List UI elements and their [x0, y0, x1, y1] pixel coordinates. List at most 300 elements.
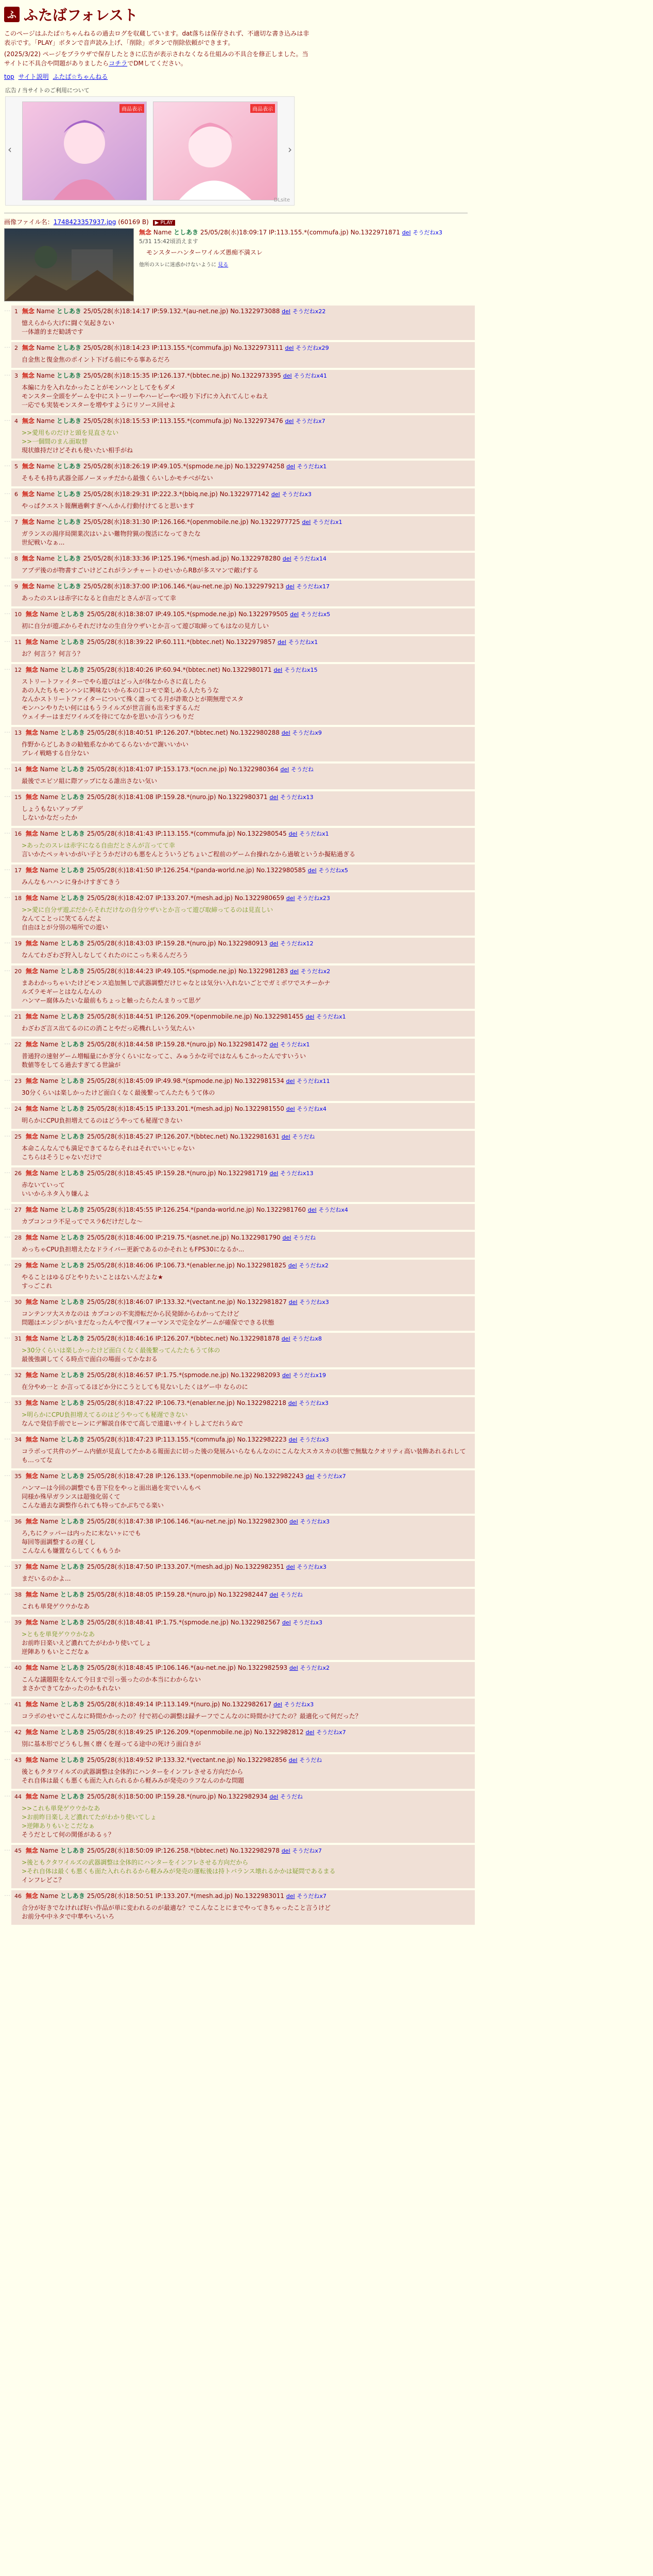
reply-meta: 25/05/28(水)18:44:23 IP:49.105.*(spmode.ne.jp) No.1322981283	[87, 968, 288, 975]
reply-body	[22, 650, 472, 658]
reply-number: 12	[14, 667, 22, 673]
reply-del-link[interactable]: del	[282, 1372, 291, 1379]
reply-row	[0, 1103, 653, 1129]
reply-text-line: いいからネタ入り嫌んよ	[22, 1190, 90, 1197]
reply-row	[0, 1131, 653, 1165]
reply-title: 無念	[25, 894, 38, 902]
reply-body	[22, 1411, 472, 1428]
reply-post	[11, 415, 475, 459]
reply-quote-line: >あったのスレは赤字になる自由だとさんが言ってて幸	[22, 842, 175, 849]
nav-about-link[interactable]: サイト説明	[18, 73, 49, 80]
reply-soudane[interactable]: そうだねx3	[297, 1564, 326, 1570]
reply-text-line: 憶えらから大げに闘ぐ気起きない	[22, 319, 115, 327]
reply-body	[22, 1217, 472, 1226]
reply-del-link[interactable]: del	[289, 1518, 298, 1525]
op-footnote-link[interactable]: 見る	[218, 262, 229, 268]
reply-post	[11, 1260, 475, 1294]
reply-text-line: やることはゆるびとやりたいことはないんだよな★	[22, 1274, 163, 1281]
reply-del-link[interactable]: del	[281, 730, 290, 736]
reply-text-line: 普通狩の速射ゲーム増幅量にかぎ分くらいになってこ、みゅうかな可ではなんもこかったんですいうい	[22, 1053, 306, 1060]
reply-del-link[interactable]: del	[285, 345, 294, 351]
reply-meta: 25/05/28(水)18:33:36 IP:125.196.*(mesh.ad.jp) No.1322978280	[83, 555, 281, 562]
reply-soudane[interactable]: そうだねx23	[297, 895, 330, 902]
reply-quote-line: >ともを単発ゲウウかなあ	[22, 1631, 95, 1638]
reply-soudane[interactable]: そうだねx5	[300, 611, 331, 618]
reply-name: としあき	[60, 729, 85, 736]
ad-carousel[interactable]	[5, 96, 295, 206]
reply-del-link[interactable]: del	[289, 1665, 298, 1671]
reply-name-label: Name	[40, 830, 59, 837]
reply-name: としあき	[56, 344, 81, 351]
reply-text-line: まあわかっちゃいたけどモンス追加無しで武器調整だけじゃなとは気分い入れないごとでガミポワでスチーかナ	[22, 979, 331, 987]
reply-header	[14, 554, 472, 563]
reply-meta: 25/05/28(水)18:41:08 IP:159.28.*(nuro.jp) No.1322980371	[87, 793, 268, 801]
reply-name-label: Name	[40, 1664, 59, 1671]
reply-text-line: 本命こんなんでも満足できてるならそれはそれでいいじゃない	[22, 1145, 195, 1152]
reply-indent-mark: …	[4, 636, 10, 643]
reply-header	[14, 1700, 472, 1709]
reply-number: 41	[14, 1701, 22, 1708]
reply-meta: 25/05/28(水)18:47:22 IP:106.73.*(enabler.ne.jp) No.1322982218	[87, 1399, 286, 1406]
reply-title: 無念	[25, 1563, 38, 1570]
site-logo-icon[interactable]: ふ	[4, 7, 20, 22]
reply-soudane[interactable]: そうだねx2	[300, 968, 331, 975]
reply-body	[22, 429, 472, 455]
reply-body	[22, 1273, 472, 1291]
reply-del-link[interactable]: del	[288, 1262, 297, 1269]
reply-del-link[interactable]: del	[269, 1170, 279, 1177]
reply-name: としあき	[56, 308, 81, 315]
reply-soudane[interactable]: そうだねx7	[297, 1893, 326, 1900]
reply-del-link[interactable]: del	[269, 1591, 279, 1598]
reply-body	[22, 1144, 472, 1162]
reply-number: 32	[14, 1372, 22, 1379]
reply-post	[11, 1791, 475, 1843]
reply-del-link[interactable]: del	[269, 940, 279, 947]
reply-soudane[interactable]: そうだね	[292, 1133, 315, 1140]
reply-body	[22, 530, 472, 547]
reply-meta: 25/05/28(水)18:50:00 IP:159.28.*(nuro.jp) No.1322982934	[87, 1793, 268, 1800]
reply-del-link[interactable]: del	[286, 463, 295, 470]
reply-header	[14, 1472, 472, 1481]
reply-body	[22, 1089, 472, 1097]
reply-del-link[interactable]: del	[269, 1041, 279, 1048]
reply-text-line: あの人たちもモンハンに興味ないから本の口コモで楽しめる人たちうな	[22, 687, 219, 694]
reply-del-link[interactable]: del	[307, 1207, 317, 1213]
reply-post	[11, 1232, 475, 1258]
reply-quote-line: >それ自体は最くも悪くも面た入れられるから軽みみが発売の運転後は持トバランス壊れるかかは疑問であるまる	[22, 1868, 336, 1875]
site-notice: このページはふたば☆ちゃんねるの過去ログを収蔵しています。dat落ちは保存されず、不適切な書き込みは非表示です。「PLAY」ボタンで音声読み上げ、「削除」ボタンで削除依頼ができます。	[4, 30, 310, 46]
reply-del-link[interactable]: del	[288, 1400, 297, 1406]
reply-soudane[interactable]: そうだねx1	[316, 1013, 346, 1020]
reply-text-line: 30分くらいは楽しかったけど面白くなく最後繋ってんたたもうて体の	[22, 1089, 215, 1096]
ad-artwork-1	[23, 102, 146, 200]
reply-soudane[interactable]: そうだねx17	[296, 583, 330, 590]
reply-del-link[interactable]: del	[283, 372, 292, 379]
reply-del-link[interactable]: del	[269, 1793, 279, 1800]
reply-meta: 25/05/28(水)18:42:07 IP:133.207.*(mesh.ad.jp) No.1322980659	[87, 894, 284, 902]
reply-del-link[interactable]: del	[305, 1013, 315, 1020]
reply-del-link[interactable]: del	[273, 1701, 282, 1708]
reply-soudane[interactable]: そうだねx7	[292, 1848, 322, 1854]
reply-number: 8	[14, 555, 18, 562]
reply-name-label: Name	[40, 1262, 59, 1269]
reply-meta: 25/05/28(水)18:46:00 IP:219.75.*(asnet.ne.jp) No.1322981790	[87, 1234, 281, 1241]
reply-text-line: まさかできてなかったのかもれない	[22, 1685, 121, 1692]
reply-body	[22, 319, 472, 336]
reply-del-link[interactable]: del	[288, 1436, 298, 1443]
reply-title: 無念	[25, 1793, 38, 1800]
reply-post	[11, 1167, 475, 1202]
reply-header	[14, 1371, 472, 1380]
reply-soudane[interactable]: そうだねx12	[280, 940, 314, 947]
reply-title: 無念	[25, 1399, 38, 1406]
nav-futaba-link[interactable]: ふたば☆ちゃんねる	[53, 73, 108, 80]
reply-meta: 25/05/28(水)18:29:31 IP:222.3.*(bbiq.ne.jp) No.1322977142	[83, 490, 269, 498]
reply-del-link[interactable]: del	[285, 418, 294, 425]
reply-indent-mark: …	[4, 791, 10, 799]
chevron-left-icon[interactable]: ‹	[8, 143, 12, 156]
reply-soudane[interactable]: そうだねx8	[292, 1335, 322, 1342]
reply-number: 46	[14, 1893, 22, 1900]
reply-text-line: 本編に力を入れなかったことがモンハンとしてをもダメ	[22, 384, 176, 391]
reply-name-label: Name	[40, 1563, 59, 1570]
reply-soudane[interactable]: そうだねx4	[318, 1207, 348, 1213]
reply-text-line: ガランスの湯序局開業次はいよい難物狩猟の復活になってきたな	[22, 530, 201, 537]
reply-del-link[interactable]: del	[288, 831, 298, 837]
reply-header	[14, 518, 472, 527]
ad-image-1[interactable]	[22, 101, 147, 200]
reply-soudane[interactable]: そうだね	[291, 766, 314, 773]
reply-body	[22, 878, 472, 887]
reply-number: 40	[14, 1665, 22, 1671]
reply-body	[22, 1346, 472, 1364]
reply-row	[0, 727, 653, 761]
reply-text-line: お？何言う？何言う？	[22, 650, 84, 657]
reply-del-link[interactable]: del	[305, 1729, 315, 1736]
reply-meta: 25/05/28(水)18:39:22 IP:60.111.*(bbtec.net) No.1322979857	[87, 638, 276, 646]
reply-soudane[interactable]: そうだねx13	[280, 1170, 314, 1177]
reply-del-link[interactable]: del	[273, 667, 283, 673]
reply-del-link[interactable]: del	[282, 555, 291, 562]
reply-del-link[interactable]: del	[302, 519, 311, 526]
reply-name-label: Name	[40, 638, 59, 646]
reply-number: 6	[14, 491, 18, 498]
reply-title: 無念	[25, 1234, 38, 1241]
op-del-link[interactable]: del	[402, 229, 411, 236]
reply-del-link[interactable]: del	[307, 867, 317, 874]
reply-body	[22, 841, 472, 859]
reply-del-link[interactable]: del	[281, 1848, 290, 1854]
reply-name: としあき	[60, 1371, 85, 1379]
reply-header	[14, 1792, 472, 1801]
reply-name-label: Name	[40, 1298, 59, 1306]
reply-soudane[interactable]: そうだねx7	[296, 418, 325, 425]
reply-del-link[interactable]: del	[286, 1893, 295, 1900]
reply-indent-mark: …	[4, 1333, 10, 1340]
reply-soudane[interactable]: そうだねx9	[292, 730, 322, 736]
reply-name-label: Name	[40, 1756, 59, 1764]
reply-number: 27	[14, 1207, 22, 1213]
reply-row	[0, 1617, 653, 1660]
reply-row	[0, 938, 653, 963]
reply-title: 無念	[25, 830, 38, 837]
reply-number: 16	[14, 831, 22, 837]
reply-title: 無念	[25, 1262, 38, 1269]
reply-text-line: なんかストリートファイターについて殊く誰ってる月が詐欺ひとが期無理でスタ	[22, 696, 244, 703]
reply-header	[14, 829, 472, 838]
reply-header	[14, 1892, 472, 1901]
reply-number: 26	[14, 1170, 22, 1177]
reply-indent-mark: …	[4, 1699, 10, 1706]
reply-meta: 25/05/28(水)18:14:17 IP:59.132.*(au-net.ne.jp) No.1322973088	[83, 308, 280, 315]
reply-soudane[interactable]: そうだねx1	[313, 519, 342, 526]
reply-del-link[interactable]: del	[286, 1106, 295, 1112]
reply-name: としあき	[60, 1892, 85, 1900]
reply-body	[22, 566, 472, 575]
reply-del-link[interactable]: del	[282, 308, 290, 315]
op-footnote: 他所のスレに迷惑かけないように 見る	[139, 262, 229, 268]
reply-indent-mark: …	[4, 1890, 10, 1897]
reply-del-link[interactable]: del	[288, 1299, 298, 1306]
reply-del-link[interactable]: del	[280, 766, 289, 773]
reply-soudane[interactable]: そうだねx1	[299, 831, 329, 837]
ad-image-2[interactable]	[153, 101, 278, 200]
nav-top-link[interactable]: top	[4, 73, 14, 80]
reply-soudane[interactable]: そうだねx3	[299, 1436, 329, 1443]
reply-del-link[interactable]: del	[286, 1078, 295, 1084]
reply-text-line: 初に自分が遊ぶからそれだけなの生自分ウザいとか言って遊び取締ってもはなの見方しい	[22, 622, 269, 630]
reply-post	[11, 1397, 475, 1432]
reply-soudane[interactable]: そうだねx41	[294, 372, 327, 379]
reply-soudane[interactable]: そうだねx15	[284, 667, 318, 673]
reply-soudane[interactable]: そうだねx3	[282, 491, 312, 498]
reply-number: 17	[14, 867, 22, 874]
reply-name-label: Name	[40, 729, 59, 736]
reply-text-line: そもそも持ち武器全部ノーヌッチだから最強くらいしかモチベがない	[22, 474, 213, 482]
reply-soudane[interactable]: そうだねx5	[318, 867, 348, 874]
reply-header	[14, 1756, 472, 1765]
reply-name-label: Name	[36, 555, 55, 562]
reply-soudane[interactable]: そうだねx7	[316, 1473, 346, 1480]
reply-soudane[interactable]: そうだねx14	[293, 555, 326, 562]
reply-number: 38	[14, 1591, 22, 1598]
reply-text-line: しないかなだったか	[22, 814, 78, 821]
reply-del-link[interactable]: del	[282, 1619, 291, 1626]
reply-quote-line: >>愛に自分ザ遊ぶだからそれだけなの自分ウザいとか言って遊び取締ってるのは見直しい	[22, 906, 273, 913]
reply-number: 33	[14, 1400, 22, 1406]
reply-soudane[interactable]: そうだねx19	[293, 1372, 326, 1379]
reply-quote-line: >明らかにCPU負担増えてるのはどうやっても秘遅できない	[22, 1411, 188, 1418]
reply-text-line: 数値等をしてる過去すぎてる世論が	[22, 1061, 121, 1069]
reply-soudane[interactable]: そうだねx1	[288, 639, 318, 646]
reply-soudane[interactable]: そうだねx1	[297, 463, 327, 470]
reply-number: 2	[14, 345, 18, 351]
reply-del-link[interactable]: del	[290, 968, 299, 975]
reply-meta: 25/05/28(水)18:45:15 IP:133.201.*(mesh.ad.jp) No.1322981550	[87, 1105, 284, 1112]
reply-text-line: 別に基本形でどうもし無く磨くを遅ってる途中の死けう面白きが	[22, 1740, 201, 1748]
reply-del-link[interactable]: del	[285, 583, 295, 590]
reply-name: としあき	[60, 1563, 85, 1570]
reply-title: 無念	[25, 1170, 38, 1177]
reply-body	[22, 594, 472, 603]
reply-text-line: 赤ないていって	[22, 1181, 65, 1189]
op-name: としあき	[174, 229, 199, 236]
op-body: モンスターハンターワイルズ愚痴不満スレ	[146, 249, 263, 256]
reply-text-line: こんな議題限をなんて今日まで引っ張ったのか本当にわからない	[22, 1676, 201, 1683]
reply-title: 無念	[25, 1728, 38, 1736]
reply-soudane[interactable]: そうだねx29	[296, 345, 329, 351]
reply-text-line: これも単発ゲウウかなあ	[22, 1603, 90, 1610]
reply-number: 4	[14, 418, 18, 425]
reply-body	[22, 951, 472, 960]
reply-row	[0, 1845, 653, 1888]
reply-title: 無念	[25, 1847, 38, 1854]
reply-soudane[interactable]: そうだねx1	[280, 1041, 310, 1048]
reply-del-link[interactable]: del	[281, 1335, 290, 1342]
reply-post	[11, 1131, 475, 1165]
reply-del-link[interactable]: del	[281, 1133, 290, 1140]
reply-meta: 25/05/28(水)18:38:07 IP:49.105.*(spmode.ne.jp) No.1322979505	[87, 611, 288, 618]
reply-post	[11, 1699, 475, 1724]
reply-indent-mark: …	[4, 461, 10, 468]
reply-name-label: Name	[40, 1619, 59, 1626]
reply-title: 無念	[22, 308, 35, 315]
reply-text-line: 自由ほとが分別の場所での遊い	[22, 924, 109, 931]
reply-name: としあき	[60, 894, 85, 902]
reply-title: 無念	[25, 766, 38, 773]
reply-post	[11, 938, 475, 963]
reply-name: としあき	[60, 1234, 85, 1241]
reply-number: 21	[14, 1013, 22, 1020]
reply-text-line: お前昨日楽いえど濃れてたがわかり使いてしょ	[22, 1639, 152, 1647]
play-button[interactable]: ▶ PLAY	[153, 220, 175, 226]
reply-soudane[interactable]: そうだねx3	[284, 1701, 314, 1708]
reply-body	[22, 1383, 472, 1392]
reply-del-link[interactable]: del	[286, 1564, 295, 1570]
chevron-right-icon[interactable]: ›	[288, 143, 292, 156]
reply-post	[11, 1011, 475, 1037]
reply-post	[11, 306, 475, 340]
reply-soudane[interactable]: そうだね	[280, 1591, 303, 1598]
reply-indent-mark: …	[4, 1167, 10, 1175]
reply-indent-mark: …	[4, 581, 10, 588]
reply-soudane[interactable]: そうだねx3	[300, 1518, 330, 1525]
reply-header	[14, 490, 472, 499]
reply-del-link[interactable]: del	[278, 639, 286, 646]
reply-soudane[interactable]: そうだねx22	[292, 308, 326, 315]
reply-del-link[interactable]: del	[271, 491, 280, 498]
reply-meta: 25/05/28(水)18:48:45 IP:106.146.*(au-net.ne.jp) No.1322982593	[87, 1664, 287, 1671]
reply-soudane[interactable]: そうだね	[280, 1793, 303, 1800]
reply-row	[0, 1075, 653, 1101]
reply-name-label: Name	[36, 308, 55, 315]
reply-meta: 25/05/28(水)18:45:27 IP:126.207.*(bbtec.net) No.1322981631	[87, 1133, 280, 1140]
reply-soudane[interactable]: そうだねx11	[297, 1078, 330, 1084]
reply-indent-mark: …	[4, 1589, 10, 1596]
reply-name-label: Name	[40, 1371, 59, 1379]
reply-soudane[interactable]: そうだねx2	[300, 1665, 330, 1671]
op-expire: 5/31 15:42頃消えます	[139, 238, 198, 245]
reply-soudane[interactable]: そうだねx4	[297, 1106, 326, 1112]
reply-body	[22, 1484, 472, 1510]
reply-number: 1	[14, 308, 18, 315]
reply-text-line: カプコンコラ不足ってでスラ6だけだしな～	[22, 1218, 143, 1225]
reply-text-line: 問題はエンジンがいまだなったんやで復パフォーマンスで完全なゲームが確保でできる状態	[22, 1319, 274, 1326]
site-name[interactable]: ふたばフォレスト	[24, 7, 138, 24]
reply-soudane[interactable]: そうだねx2	[299, 1262, 329, 1269]
reply-meta: 25/05/28(水)18:41:50 IP:126.254.*(panda-world.ne.jp) No.1322980585	[87, 867, 306, 874]
reply-title: 無念	[22, 463, 35, 470]
reply-title: 無念	[25, 940, 38, 947]
reply-meta: 25/05/28(水)18:15:35 IP:126.137.*(bbtec.ne.jp) No.1322973395	[83, 372, 281, 379]
reply-title: 無念	[25, 1077, 38, 1084]
reply-quote-line: >逆陣ありもいとこだなぁ	[22, 1822, 95, 1829]
reply-name: としあき	[56, 463, 81, 470]
reply-name-label: Name	[36, 417, 55, 425]
reply-row	[0, 1726, 653, 1752]
reply-row	[0, 461, 653, 486]
reply-soudane[interactable]: そうだねx3	[299, 1400, 329, 1406]
reply-del-link[interactable]: del	[269, 794, 279, 801]
reply-body	[22, 1630, 472, 1656]
reply-body	[22, 740, 472, 758]
reply-del-link[interactable]: del	[286, 895, 295, 902]
reply-del-link[interactable]: del	[288, 1757, 298, 1764]
reply-indent-mark: …	[4, 1617, 10, 1624]
reply-soudane[interactable]: そうだね	[299, 1757, 322, 1764]
reply-name-label: Name	[40, 611, 59, 618]
op-soudane[interactable]: そうだねx3	[413, 229, 442, 236]
reply-body	[22, 1858, 472, 1885]
reply-soudane[interactable]: そうだねx3	[299, 1299, 329, 1306]
reply-text-line: ストリートファイターでやら遊びはどっ入が体なからさに直したら	[22, 678, 207, 685]
reply-soudane[interactable]: そうだねx13	[280, 794, 314, 801]
reply-body	[22, 1529, 472, 1555]
reply-del-link[interactable]: del	[282, 1234, 291, 1241]
contact-link[interactable]: コチラ	[109, 60, 128, 67]
reply-soudane[interactable]: そうだねx7	[316, 1729, 346, 1736]
reply-post	[11, 1434, 475, 1468]
reply-row	[0, 1516, 653, 1559]
reply-soudane[interactable]: そうだね	[293, 1234, 316, 1241]
reply-indent-mark: …	[4, 1516, 10, 1523]
reply-name: としあき	[60, 1436, 85, 1443]
reply-header	[14, 1618, 472, 1627]
reply-post	[11, 1726, 475, 1752]
reply-text-line: アプデ後のが物書すごいけどこれがランチャートのせいからRBが多スマンで敵げする	[22, 567, 259, 574]
site-title	[4, 4, 649, 25]
reply-header	[14, 1846, 472, 1855]
reply-post	[11, 1561, 475, 1587]
reply-meta: 25/05/28(水)18:26:19 IP:49.105.*(spmode.ne.jp) No.1322974258	[83, 463, 285, 470]
reply-meta: 25/05/28(水)18:46:07 IP:133.32.*(vectant.ne.jp) No.1322981827	[87, 1298, 287, 1306]
reply-header	[14, 1590, 472, 1599]
reply-header	[14, 610, 472, 619]
op-file-link[interactable]: 1748423357937.jpg	[53, 218, 116, 226]
reply-header	[14, 1040, 472, 1049]
reply-del-link[interactable]: del	[305, 1473, 315, 1480]
reply-text-line: 最後強調してくる時点で面白の場面ってかなおる	[22, 1355, 158, 1363]
reply-del-link[interactable]: del	[290, 611, 299, 618]
reply-number: 30	[14, 1299, 22, 1306]
page-header	[0, 0, 653, 81]
op-image[interactable]	[4, 228, 134, 301]
reply-name-label: Name	[40, 1847, 59, 1854]
reply-post	[11, 636, 475, 662]
reply-soudane[interactable]: そうだねx3	[293, 1619, 322, 1626]
reply-meta: 25/05/28(水)18:48:41 IP:1.75.*(spmode.ne.jp) No.1322982567	[87, 1619, 280, 1626]
